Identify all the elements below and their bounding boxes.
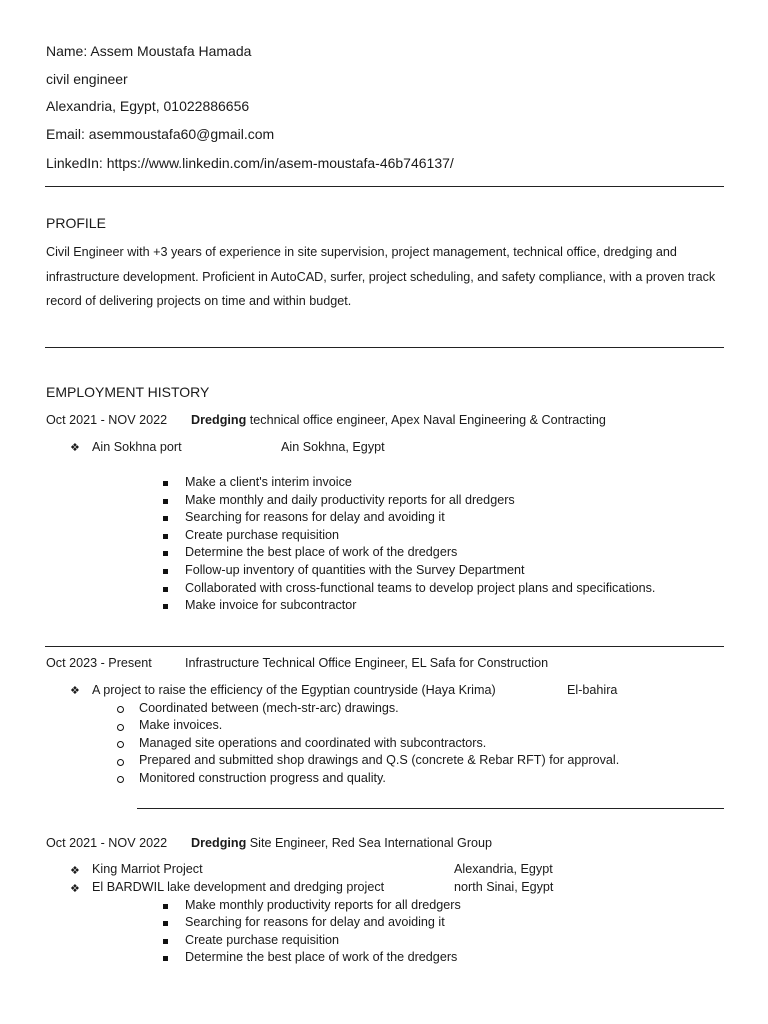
contact-title: civil engineer	[46, 71, 128, 87]
profile-text: Civil Engineer with +3 years of experience in site supervision, project management, technical office, dredging and infrastructure development. Proficient in AutoCAD, surfer, project scheduling, and safety compliance, with a proven track record of delivering projects on time and within budget.	[46, 245, 716, 308]
square-bullet-icon	[163, 939, 168, 944]
job-role: Infrastructure Technical Office Engineer, EL Safa for Construction	[185, 656, 549, 670]
profile-heading: PROFILE	[46, 215, 106, 231]
job-role	[191, 836, 492, 850]
diamond-bullet-icon: ❖	[70, 442, 80, 454]
project-name: El BARDWIL lake development and dredging project	[92, 880, 385, 894]
square-bullet-icon	[163, 516, 168, 521]
list-item: Make monthly productivity reports for all dredgers	[185, 898, 461, 912]
list-item: Create purchase requisition	[185, 528, 340, 542]
project-name: A project to raise the efficiency of the Egyptian countryside (Haya Krima)	[92, 683, 496, 697]
diamond-bullet-icon: ❖	[70, 685, 80, 697]
square-bullet-icon	[163, 481, 168, 486]
square-bullet-icon	[163, 956, 168, 961]
project-location: north Sinai, Egypt	[454, 880, 554, 894]
contact-name: Name: Assem Moustafa Hamada	[46, 43, 252, 59]
list-item: Managed site operations and coordinated with subcontractors.	[139, 736, 487, 750]
square-bullet-icon	[163, 904, 168, 909]
job-dates: Oct 2021 - NOV 2022	[46, 836, 168, 850]
square-bullet-icon	[163, 534, 168, 539]
list-item: Monitored construction progress and quality.	[139, 771, 386, 785]
circle-bullet-icon	[117, 776, 124, 783]
project-location: Ain Sokhna, Egypt	[281, 440, 385, 454]
project-location: Alexandria, Egypt	[454, 862, 553, 876]
list-item: Determine the best place of work of the dredgers	[185, 950, 458, 964]
square-bullet-icon	[163, 499, 168, 504]
contact-linkedin[interactable]: LinkedIn: https://www.linkedin.com/in/asem-moustafa-46b746137/	[46, 155, 454, 171]
diamond-bullet-icon: ❖	[70, 865, 80, 877]
list-item: Collaborated with cross-functional teams to develop project plans and specifications.	[185, 581, 656, 595]
list-item: Make invoices.	[139, 718, 223, 732]
job-role-bold: Dredging	[191, 413, 247, 427]
project-location: El-bahira	[567, 683, 618, 697]
list-item: Make monthly and daily productivity reports for all dredgers	[185, 493, 515, 507]
list-item: Searching for reasons for delay and avoiding it	[185, 510, 445, 524]
job-dates: Oct 2021 - NOV 2022	[46, 413, 168, 427]
employment-heading: EMPLOYMENT HISTORY	[46, 384, 210, 400]
square-bullet-icon	[163, 921, 168, 926]
list-item: Determine the best place of work of the dredgers	[185, 545, 458, 559]
divider	[45, 646, 724, 647]
circle-bullet-icon	[117, 724, 124, 731]
square-bullet-icon	[163, 569, 168, 574]
circle-bullet-icon	[117, 759, 124, 766]
divider	[45, 186, 724, 187]
job-role-text: technical office engineer, Apex Naval Engineering & Contracting	[246, 413, 606, 427]
circle-bullet-icon	[117, 741, 124, 748]
square-bullet-icon	[163, 551, 168, 556]
divider	[137, 808, 724, 809]
contact-location: Alexandria, Egypt, 01022886656	[46, 98, 250, 114]
square-bullet-icon	[163, 587, 168, 592]
job-dates: Oct 2023 - Present	[46, 656, 152, 670]
project-name: King Marriot Project	[92, 862, 203, 876]
list-item: Create purchase requisition	[185, 933, 340, 947]
list-item: Prepared and submitted shop drawings and Q.S (concrete & Rebar RFT) for approval.	[139, 753, 620, 767]
contact-email[interactable]: Email: asemmoustafa60@gmail.com	[46, 126, 275, 142]
square-bullet-icon	[163, 604, 168, 609]
diamond-bullet-icon: ❖	[70, 883, 80, 895]
divider	[45, 347, 724, 348]
list-item: Follow-up inventory of quantities with the Survey Department	[185, 563, 525, 577]
list-item: Coordinated between (mech-str-arc) drawings.	[139, 701, 399, 715]
circle-bullet-icon	[117, 706, 124, 713]
job-role-text: Site Engineer, Red Sea International Group	[246, 836, 493, 850]
list-item: Make a client's interim invoice	[185, 475, 352, 489]
project-name: Ain Sokhna port	[92, 440, 182, 454]
job-role	[191, 413, 606, 427]
job-role-bold: Dredging	[191, 836, 247, 850]
list-item: Make invoice for subcontractor	[185, 598, 357, 612]
list-item: Searching for reasons for delay and avoiding it	[185, 915, 445, 929]
